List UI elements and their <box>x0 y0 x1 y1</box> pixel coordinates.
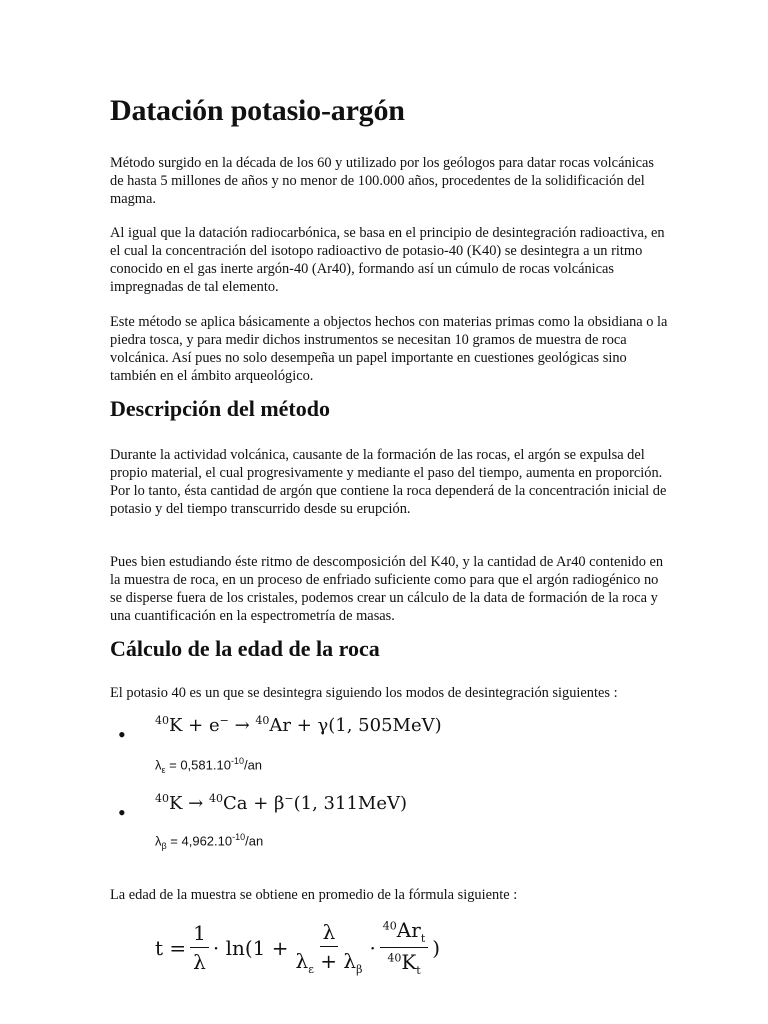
plus-lambda: + λ <box>313 948 357 973</box>
lambda-value: = 4,962.10 <box>166 833 233 849</box>
fraction-denominator: λ <box>193 950 206 974</box>
fraction-denominator <box>293 947 366 976</box>
decay-formula-1 <box>155 714 442 736</box>
lambda-subscript: ε <box>308 962 314 976</box>
mass-number: 40 <box>255 714 270 727</box>
argon-symbol: Ar <box>396 918 421 942</box>
fraction-denominator <box>384 948 423 977</box>
age-formula-intro: La edad de la muestra se obtiene en promedio de la fórmula siguiente : <box>110 887 518 903</box>
lambda-epsilon <box>155 756 262 775</box>
mass-number: 40 <box>208 792 223 805</box>
lambda-exponent: -10 <box>232 832 246 842</box>
decay-formula-2 <box>155 792 407 814</box>
fraction-numerator <box>380 918 428 948</box>
section1-paragraph-2: Pues bien estudiando éste ritmo de descomposición del K40, y la cantidad de Ar40 contenido en la muestra de roca, en un proceso de enfriado suficiente como para que el argón radiogénico no se disperse fuera de los cristales, podemos crear un cálculo de la data de formación de la roca y una cuantificación en la espectrometría de masas. <box>110 554 664 624</box>
lambda-subscript: β <box>161 840 167 851</box>
bullet-decay-1: • <box>118 722 126 747</box>
lambda-symbol: λ <box>155 757 162 773</box>
bullet-decay-2: • <box>118 800 126 825</box>
section-heading-descripcion: Descripción del método <box>110 396 330 421</box>
lambda-unit: /an <box>245 833 264 849</box>
fraction-one-over-lambda <box>190 921 209 974</box>
intro-paragraph-3: Este método se aplica básicamente a objectos hechos con materias primas como la obsidiana o la piedra tosca, y para medir dichos instrumentos se necesitan 10 gramos de muestra de roca volcánica. Así pues no solo desempeña un papel importante en cuestiones geológicas sino también en el ámbito arqueológico. <box>110 314 668 384</box>
time-subscript: t <box>420 932 426 945</box>
formula-lhs: K <box>169 793 183 814</box>
section2-intro: El potasio 40 es un que se desintegra siguiendo los modos de desintegración siguientes : <box>110 685 618 701</box>
mass-number: 40 <box>382 919 397 933</box>
charge-sign: − <box>284 792 294 805</box>
fraction-numerator: 1 <box>190 921 209 948</box>
arrow: → <box>228 715 256 736</box>
fraction-numerator: λ <box>320 920 339 947</box>
lambda-subscript: ε <box>161 764 166 775</box>
mass-number: 40 <box>155 792 169 805</box>
formula-ln: · ln(1 + <box>212 935 289 960</box>
intro-paragraph-1: Método surgido en la década de los 60 y utilizado por los geólogos para datar rocas volcánicas de hasta 5 millones de años y no menor de 100.000 años, procedentes de la solidificación del magma. <box>110 155 655 207</box>
formula-rhs-tail: (1, 311MeV) <box>293 793 408 814</box>
lambda-value: = 0,581.10 <box>165 757 231 773</box>
lambda-beta <box>155 832 263 851</box>
formula-close-paren: ) <box>432 935 441 960</box>
time-subscript: t <box>416 964 421 977</box>
mass-number: 40 <box>387 951 402 965</box>
section-heading-calculo: Cálculo de la edad de la roca <box>110 636 380 661</box>
formula-dot: · <box>369 935 376 960</box>
lambda-exponent: -10 <box>230 756 244 766</box>
formula-lhs: K + e <box>169 715 220 736</box>
potassium-symbol: K <box>401 950 417 974</box>
mass-number: 40 <box>155 714 169 727</box>
age-formula <box>155 918 440 977</box>
formula-lhs: t = <box>155 935 187 960</box>
page-title: Datación potasio-argón <box>110 94 405 127</box>
lambda-symbol: λ <box>155 833 162 849</box>
fraction-lambda-ratio <box>293 920 366 976</box>
lambda-symbol: λ <box>295 948 309 973</box>
section1-paragraph-1: Durante la actividad volcánica, causante de la formación de las rocas, el argón se expulsa del propio material, el cual progresivamente y mediante el paso del tiempo, aumenta en proporción. Por lo tanto, ésta cantidad de argón que contiene la roca dependerá de la concentración inicial de potasio y del tiempo transcurrido desde su erupción. <box>110 447 667 517</box>
intro-paragraph-2: Al igual que la datación radiocarbónica, se basa en el principio de desintegración radioactiva, en el cual la concentración del isotopo radioactivo de potasio-40 (K40) se desintegra a un ritmo conocido en el gas inerte argón-40 (Ar40), formando así un cúmulo de rocas volcánicas impregnadas de tal elemento. <box>110 225 665 295</box>
charge-sign: − <box>219 714 229 727</box>
formula-rhs: Ca + β <box>222 793 285 814</box>
lambda-unit: /an <box>243 757 263 773</box>
fraction-ar-over-k <box>380 918 428 977</box>
formula-rhs: Ar + γ(1, 505MeV) <box>269 715 442 736</box>
lambda-subscript: β <box>356 962 363 976</box>
arrow: → <box>182 793 209 814</box>
